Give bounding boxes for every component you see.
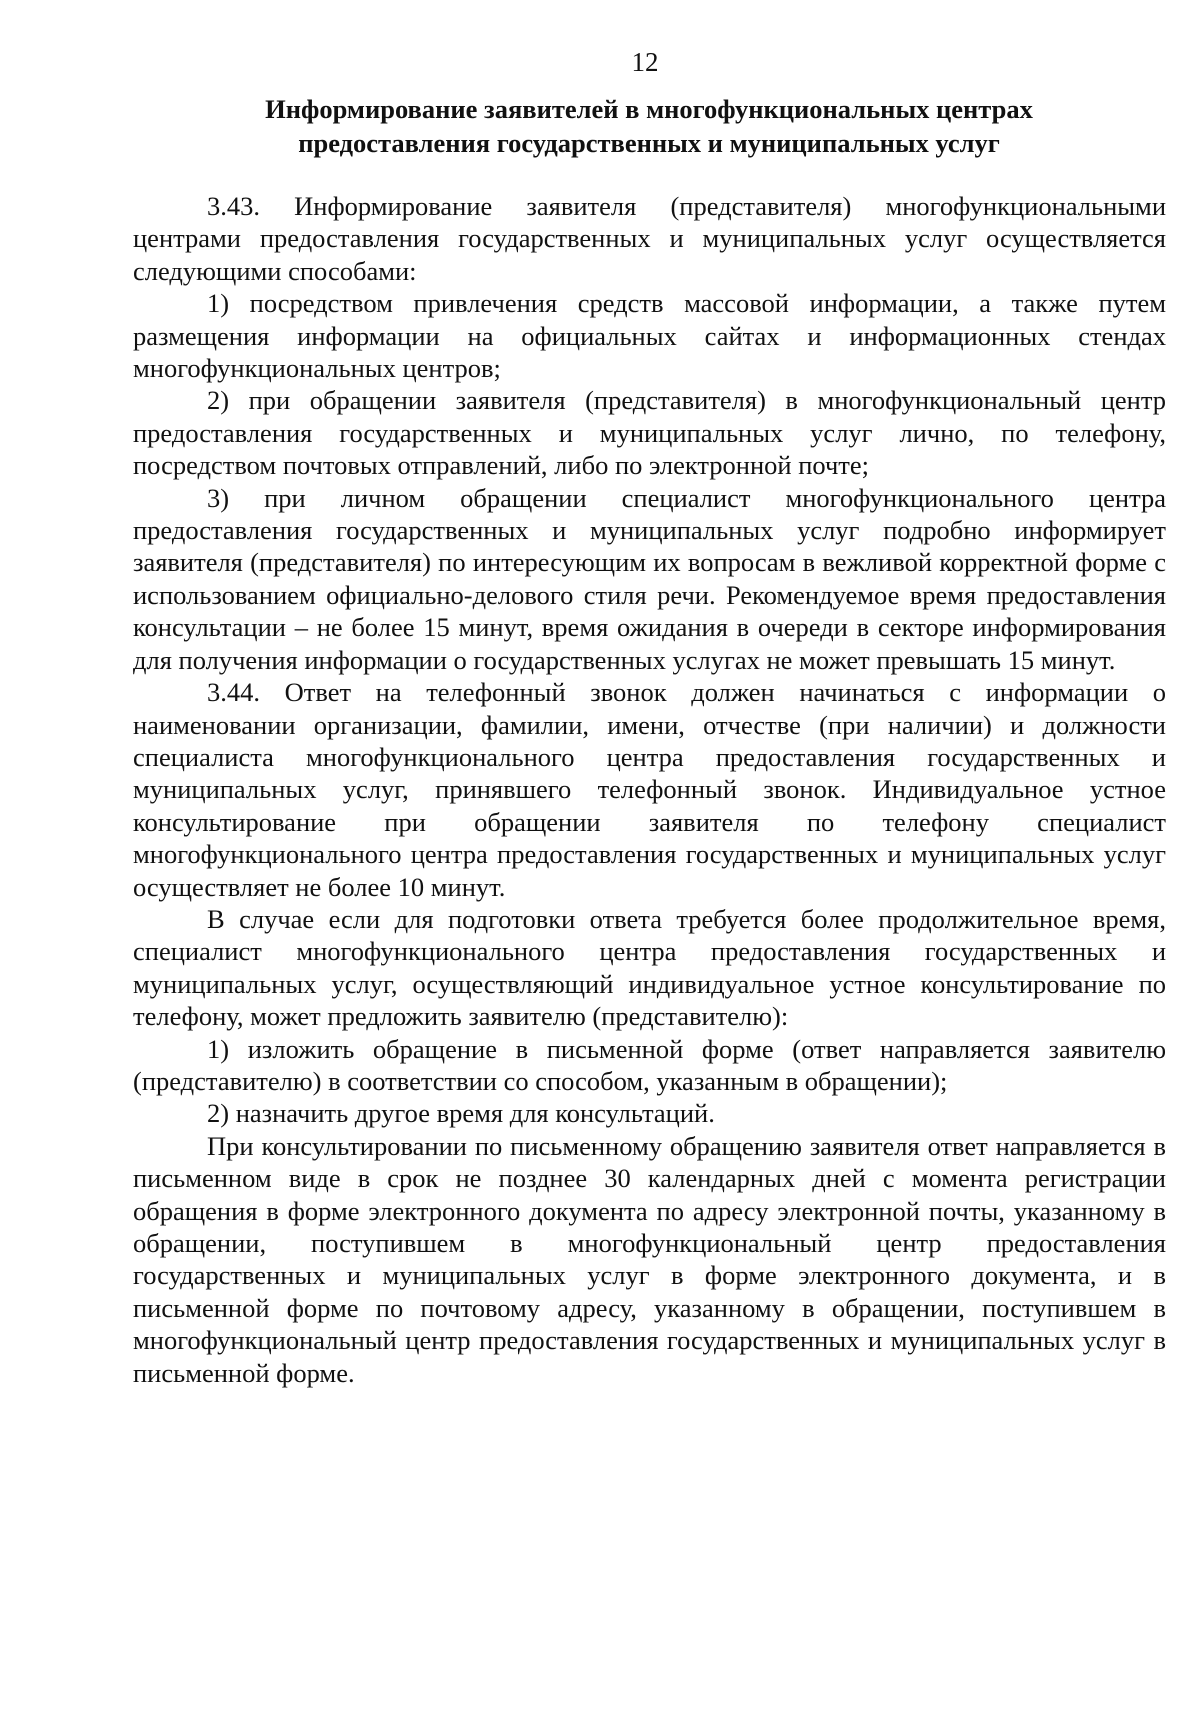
document-body [133, 190, 1166, 1389]
section-heading-line-1: Информирование заявителей в многофункциональных центрах [265, 94, 1033, 124]
section-heading-line-2: предоставления государственных и муниципальных услуг [298, 128, 1000, 158]
section-heading [132, 92, 1166, 160]
page-number: 12 [631, 47, 659, 77]
paragraph-3-44: 3.44. Ответ на телефонный звонок должен начинаться с информации о наименовании организации, фамилии, имени, отчестве (при наличии) и должности специалиста многофункционального центра предоставления государственных и муниципальных услуг, принявшего телефонный звонок. Индивидуальное устное консультирование при обращении заявителя по телефону специалист многофункционального центра предоставления государственных и муниципальных услуг осуществляет не более 10 минут. [133, 677, 1166, 902]
paragraph-3-43-item-1: 1) посредством привлечения средств массовой информации, а также путем размещения информации на официальных сайтах и информационных стендах многофункциональных центров; [133, 288, 1166, 384]
paragraph-longer-time-item-2: 2) назначить другое время для консультаций. [207, 1098, 715, 1129]
paragraph-3-43: 3.43. Информирование заявителя (представителя) многофункциональными центрами предоставления государственных и муниципальных услуг осуществляется следующими способами: [133, 191, 1166, 286]
paragraph-longer-time: В случае если для подготовки ответа требуется более продолжительное время, специалист многофункционального центра предоставления государственных и муниципальных услуг, осуществляющий индивидуальное устное консультирование по телефону, может предложить заявителю (представителю): [133, 903, 1166, 1032]
paragraph-written-request: При консультировании по письменному обращению заявителя ответ направляется в письменном виде в срок не позднее 30 календарных дней с момента регистрации обращения в форме электронного документа по адресу электронной почты, указанному в обращении, поступившем в многофункциональный центр предоставления государственных и муниципальных услуг в форме электронного документа, и в письменной форме по почтовому адресу, указанному в обращении, поступившем в многофункциональный центр предоставления государственных и муниципальных услуг в письменной форме. [133, 1130, 1166, 1388]
paragraph-3-43-item-2: 2) при обращении заявителя (представителя) в многофункциональный центр предоставления государственных и муниципальных услуг лично, по телефону, посредством почтовых отправлений, либо по электронной почте; [133, 385, 1166, 481]
paragraph-longer-time-item-1: 1) изложить обращение в письменной форме (ответ направляется заявителю (представителю) в соответствии со способом, указанным в обращении); [133, 1033, 1166, 1096]
paragraph-3-43-item-3: 3) при личном обращении специалист многофункционального центра предоставления государственных и муниципальных услуг подробно информирует заявителя (представителя) по интересующим их вопросам в вежливой корректной форме с использованием официально-делового стиля речи. Рекомендуемое время предоставления консультации – не более 15 минут, время ожидания в очереди в секторе информирования для получения информации о государственных услугах не может превышать 15 минут. [133, 482, 1166, 675]
